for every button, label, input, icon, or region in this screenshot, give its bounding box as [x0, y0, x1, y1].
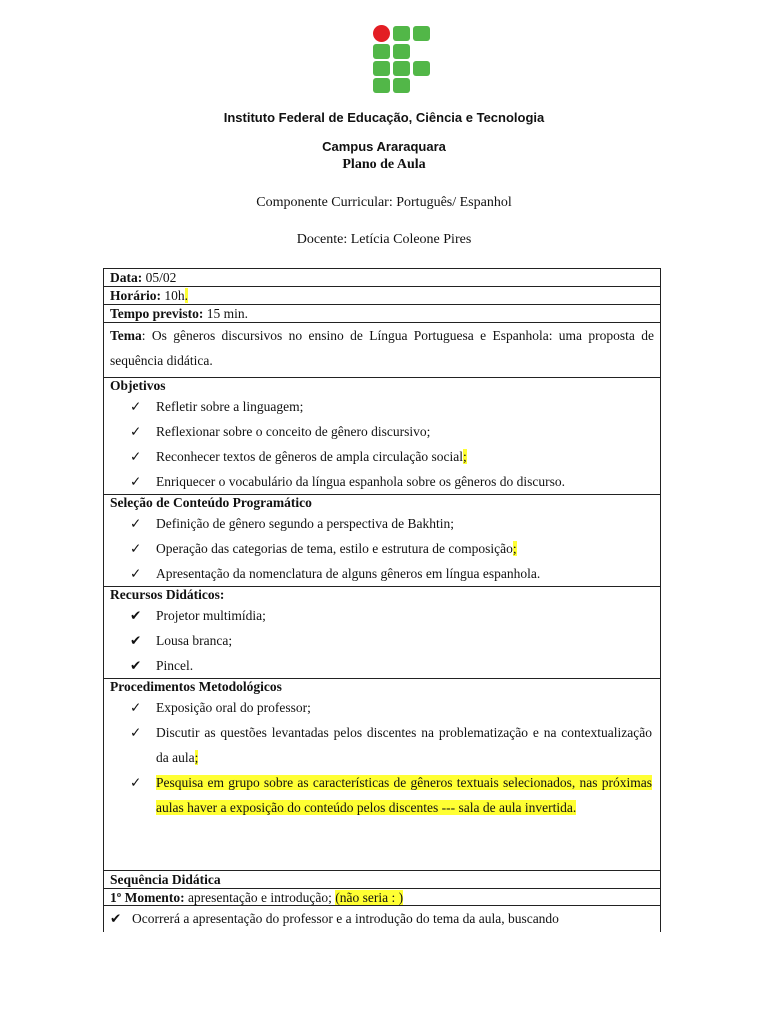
- list-item: ✓ Operação das categorias de tema, estilo e estrutura de composição;: [110, 536, 654, 561]
- highlighted-mark: ;: [194, 750, 199, 765]
- list-item: ✓ Pesquisa em grupo sobre as características de gêneros textuais selecionados, nas próximas aulas haver a exposição do conteúdo pelos discentes --- sala de aula invertida.: [110, 770, 654, 820]
- highlighted-mark: ;: [462, 449, 467, 464]
- teacher-name: Docente: Letícia Coleone Pires: [296, 232, 472, 247]
- institute-name: Instituto Federal de Educação, Ciência e Tecnologia: [223, 110, 545, 125]
- checkmark-icon: ✓: [130, 516, 142, 531]
- highlighted-mark: .: [184, 288, 188, 303]
- checkmark-icon: ✔: [130, 608, 142, 623]
- checkmark-icon: ✓: [130, 700, 142, 715]
- objectives-title: Objetivos: [110, 378, 166, 393]
- logo-square: [393, 44, 410, 59]
- objectives-section: [103, 378, 661, 495]
- checkmark-icon: ✓: [130, 566, 142, 581]
- list-item: ✓ Reconhecer textos de gêneros de ampla circulação social;: [110, 444, 654, 469]
- lesson-plan-table: [103, 268, 661, 932]
- date-label: Data:: [110, 270, 143, 285]
- campus-name: Campus Araraquara: [322, 139, 446, 154]
- resources-title: Recursos Didáticos:: [110, 587, 225, 602]
- list-item: ✓ Reflexionar sobre o conceito de gênero discursivo;: [110, 419, 654, 444]
- logo-square: [413, 61, 430, 76]
- sequence-title: Sequência Didática: [110, 872, 221, 887]
- duration-value: 15 min.: [203, 306, 249, 321]
- checkmark-icon: ✓: [130, 541, 142, 556]
- checkmark-icon: ✓: [130, 424, 142, 439]
- sequence-title-row: [103, 871, 661, 889]
- date-row: [103, 269, 661, 287]
- checkmark-icon: ✓: [130, 775, 142, 790]
- checkmark-icon: ✓: [130, 725, 142, 740]
- highlighted-mark: ;: [512, 541, 517, 556]
- logo-square: [373, 61, 390, 76]
- procedures-section: [103, 679, 661, 871]
- time-value: 10h: [160, 288, 185, 303]
- logo-square: [373, 78, 390, 93]
- theme-value: : Os gêneros discursivos no ensino de Língua Portuguesa e Espanhola: uma proposta de sequência didática.: [110, 328, 654, 368]
- moment-row: [103, 889, 661, 906]
- list-item: ✓ Exposição oral do professor;: [110, 695, 654, 720]
- list-item: ✓ Refletir sobre a linguagem;: [110, 394, 654, 419]
- theme-label: Tema: [110, 328, 142, 343]
- list-item: ✓ Enriquecer o vocabulário da língua espanhola sobre os gêneros do discurso.: [110, 469, 654, 494]
- logo-square: [373, 44, 390, 59]
- moment-label: 1º Momento:: [110, 890, 185, 905]
- duration-label: Tempo previsto:: [110, 306, 204, 321]
- list-item: ✓ Definição de gênero segundo a perspectiva de Bakhtin;: [110, 511, 654, 536]
- logo-square: [413, 26, 430, 41]
- time-row: [103, 287, 661, 305]
- date-value: 05/02: [142, 270, 177, 285]
- list-item: ✔ Lousa branca;: [110, 628, 654, 653]
- logo-square: [393, 78, 410, 93]
- moment-description-row: [103, 906, 661, 932]
- list-item: ✓ Apresentação da nomenclatura de alguns gêneros em língua espanhola.: [110, 561, 654, 586]
- curricular-component: Componente Curricular: Português/ Espanhol: [256, 195, 512, 210]
- list-item: ✔ Projetor multimídia;: [110, 603, 654, 628]
- checkmark-icon: ✔: [130, 633, 142, 648]
- checkmark-icon: ✔: [110, 911, 122, 926]
- content-section: [103, 495, 661, 587]
- time-label: Horário:: [110, 288, 161, 303]
- highlighted-text: Pesquisa em grupo sobre as características de gêneros textuais selecionados, nas próximas aulas haver a exposição do conteúdo pelos discentes --- sala de aula invertida: [156, 775, 652, 815]
- theme-row: [103, 323, 661, 378]
- checkmark-icon: ✓: [130, 399, 142, 414]
- list-item: ✔ Ocorrerá a apresentação do professor e a introdução do tema da aula, buscando: [110, 906, 654, 931]
- checkmark-icon: ✓: [130, 474, 142, 489]
- logo-square: [393, 61, 410, 76]
- resources-section: [103, 587, 661, 679]
- content-title: Seleção de Conteúdo Programático: [110, 495, 312, 510]
- list-item: ✔ Pincel.: [110, 653, 654, 678]
- duration-row: [103, 305, 661, 323]
- institute-logo: [372, 25, 432, 95]
- plan-title: Plano de Aula: [342, 157, 426, 172]
- logo-square: [393, 26, 410, 41]
- checkmark-icon: ✓: [130, 449, 142, 464]
- moment-value: apresentação e introdução;: [184, 890, 336, 905]
- list-item: ✓ Discutir as questões levantadas pelos discentes na problematização e na contextualização da aula;: [110, 720, 654, 770]
- procedures-title: Procedimentos Metodológicos: [110, 679, 282, 694]
- highlighted-note: (não seria : ): [335, 890, 404, 905]
- logo-red-dot: [373, 25, 390, 42]
- checkmark-icon: ✔: [130, 658, 142, 673]
